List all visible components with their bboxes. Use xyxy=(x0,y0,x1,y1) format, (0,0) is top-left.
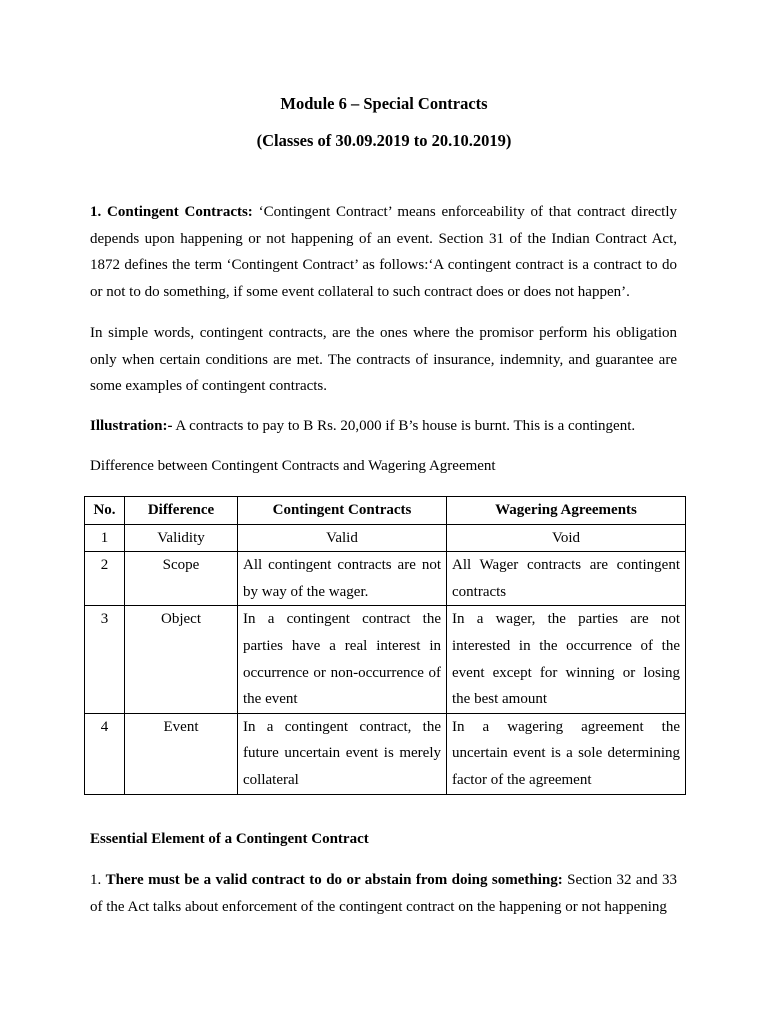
table-caption: Difference between Contingent Contracts and Wagering Agreement xyxy=(90,458,496,474)
table-row xyxy=(85,606,686,713)
illustration-label: Illustration:- xyxy=(90,418,173,434)
header-difference: Difference xyxy=(125,497,238,525)
cell-difference: Scope xyxy=(125,552,238,606)
table-row xyxy=(85,552,686,606)
section-2-heading xyxy=(90,829,369,849)
cell-contingent: In a contingent contract, the future uncertain event is merely collateral xyxy=(238,713,447,794)
section-1-text: ‘Contingent Contract’ means enforceability of that contract directly depends upon happening or not happening of an event. Section 31 of the Indian Contract Act, 1872 defines the term ‘Contingent Contract’ as follows:‘A contingent contract is a contract to do or not to do something, if some event collateral to such contract does or does not happen’. xyxy=(90,204,677,300)
cell-difference: Event xyxy=(125,713,238,794)
header-wagering-agreements: Wagering Agreements xyxy=(447,497,686,525)
cell-no: 4 xyxy=(85,713,125,794)
cell-no: 3 xyxy=(85,606,125,713)
point-1-text: Section 32 and 33 of the Act talks about enforcement of the contingent contract on the happening or not happening xyxy=(90,872,677,915)
illustration-text: A contracts to pay to B Rs. 20,000 if B’s house is burnt. This is a contingent. xyxy=(172,418,636,434)
cell-difference: Validity xyxy=(125,524,238,552)
simple-words-paragraph: In simple words, contingent contracts, are the ones where the promisor perform his obligation only when certain conditions are met. The contracts of insurance, indemnity, and guarantee are some examples of contingent contracts. xyxy=(90,325,677,394)
illustration-paragraph xyxy=(90,416,635,436)
table-row xyxy=(85,524,686,552)
cell-contingent: Valid xyxy=(238,524,447,552)
cell-difference: Object xyxy=(125,606,238,713)
header-contingent-contracts: Contingent Contracts xyxy=(238,497,447,525)
header-no: No. xyxy=(85,497,125,525)
comparison-table xyxy=(84,496,686,795)
point-1-heading: There must be a valid contract to do or abstain from doing something: xyxy=(105,872,563,888)
table-header-row xyxy=(85,497,686,525)
point-1-paragraph xyxy=(90,867,677,920)
cell-wagering: All Wager contracts are contingent contracts xyxy=(447,552,686,606)
cell-no: 2 xyxy=(85,552,125,606)
section-1-heading: 1. Contingent Contracts: xyxy=(90,204,253,220)
section-2-heading-text: Essential Element of a Contingent Contract xyxy=(90,831,369,847)
cell-wagering: In a wagering agreement the uncertain event is a sole determining factor of the agreement xyxy=(447,713,686,794)
point-1-number: 1. xyxy=(90,872,102,888)
section-1-paragraph xyxy=(90,199,677,305)
cell-wagering: Void xyxy=(447,524,686,552)
cell-no: 1 xyxy=(85,524,125,552)
cell-wagering: In a wager, the parties are not interested in the occurrence of the event except for winning or losing the best amount xyxy=(447,606,686,713)
document-subtitle: (Classes of 30.09.2019 to 20.10.2019) xyxy=(256,131,512,150)
table-row xyxy=(85,713,686,794)
document-title: Module 6 – Special Contracts xyxy=(280,94,488,113)
cell-contingent: All contingent contracts are not by way of the wager. xyxy=(238,552,447,606)
cell-contingent: In a contingent contract the parties have a real interest in occurrence or non-occurrence of the event xyxy=(238,606,447,713)
